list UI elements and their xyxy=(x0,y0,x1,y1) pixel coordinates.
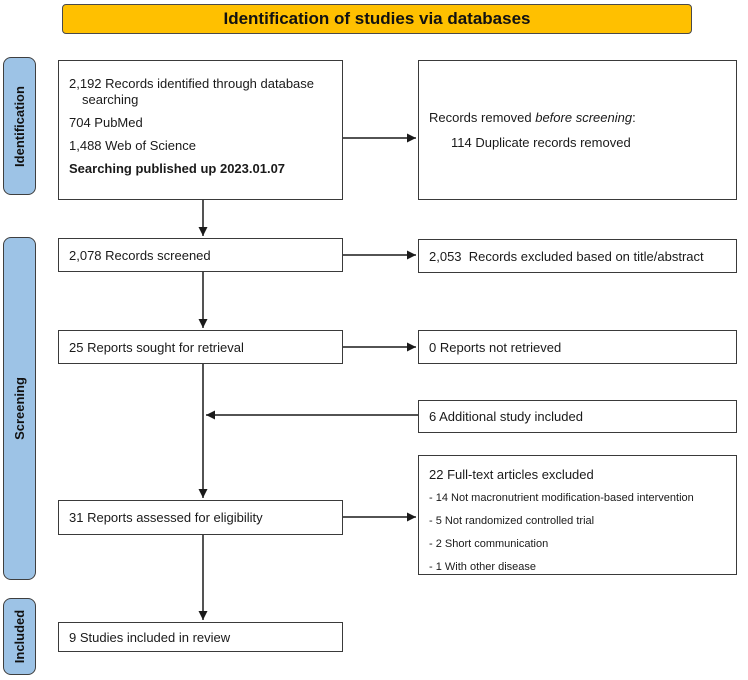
box-additional-study: 6 Additional study included xyxy=(418,400,737,433)
box-records-screened: 2,078 Records screened xyxy=(58,238,343,272)
records-removed-detail: 114 Duplicate records removed xyxy=(451,135,631,150)
stage-included xyxy=(3,598,36,675)
fulltext-excluded-reason: - 14 Not macronutrient modification-based intervention xyxy=(429,492,694,504)
fulltext-excluded-reason: - 5 Not randomized controlled trial xyxy=(429,515,595,527)
stage-included-label: Included xyxy=(12,609,28,664)
records-removed-heading: Records removed before screening: xyxy=(429,110,636,125)
box-records-identified xyxy=(58,60,343,200)
box-reports-assessed: 31 Reports assessed for eligibility xyxy=(58,500,343,535)
stage-screening xyxy=(3,237,36,580)
box-records-excluded: 2,053 Records excluded based on title/abstract xyxy=(418,239,737,273)
box-studies-included: 9 Studies included in review xyxy=(58,622,343,652)
box-reports-sought: 25 Reports sought for retrieval xyxy=(58,330,343,364)
stage-screening-label: Screening xyxy=(12,377,28,440)
fulltext-excluded-heading: 22 Full-text articles excluded xyxy=(429,467,594,482)
records-identified-wos: 1,488 Web of Science xyxy=(69,138,196,153)
stage-identification xyxy=(3,57,36,195)
box-reports-not-retrieved: 0 Reports not retrieved xyxy=(418,330,737,364)
records-identified-pubmed: 704 PubMed xyxy=(69,115,143,130)
records-identified-line1: 2,192 Records identified through database searching xyxy=(69,76,315,107)
stage-identification-label: Identification xyxy=(12,85,28,167)
records-identified-date: Searching published up 2023.01.07 xyxy=(69,161,286,176)
box-fulltext-excluded xyxy=(418,455,737,575)
fulltext-excluded-reason: - 2 Short communication xyxy=(429,538,549,550)
box-records-removed xyxy=(418,60,737,200)
fulltext-excluded-reason: - 1 With other disease xyxy=(429,561,536,573)
diagram-title: Identification of studies via databases xyxy=(62,4,692,34)
